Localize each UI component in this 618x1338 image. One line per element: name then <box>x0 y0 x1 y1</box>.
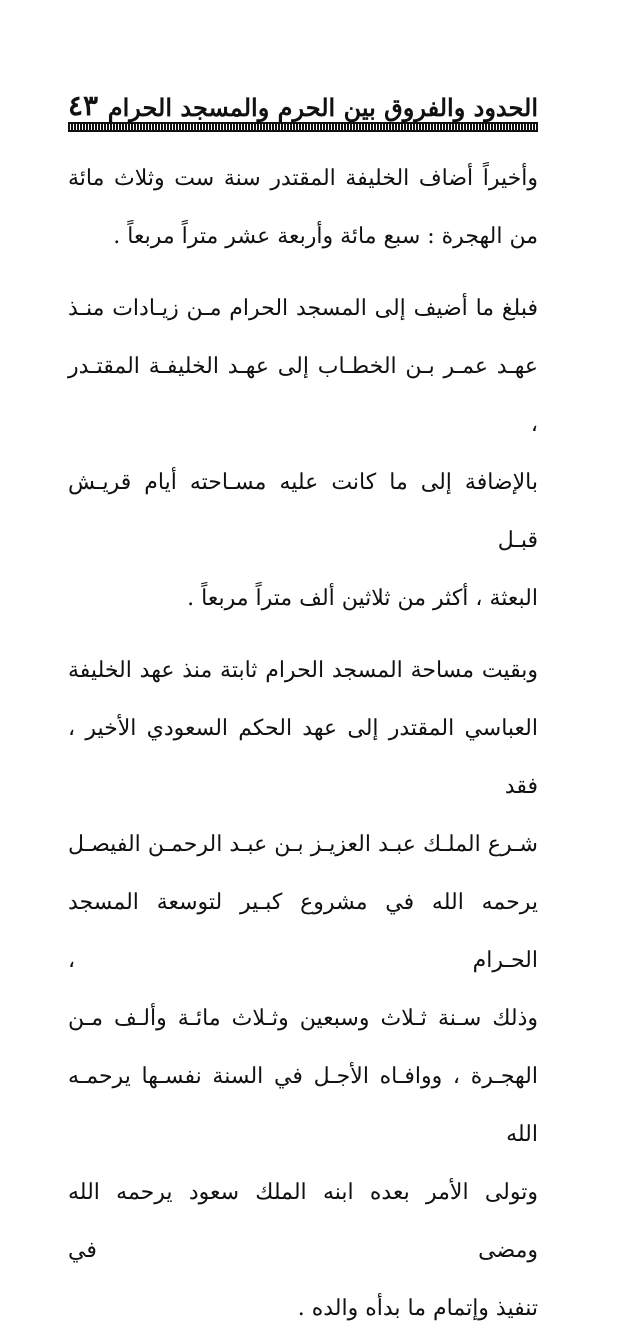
text-line: عهـد عمـر بـن الخطـاب إلى عهـد الخليفـة المقتـدر ، <box>68 354 538 437</box>
text-line: الهجـرة ، ووافـاه الأجـل في السنة نفسـها يرحمـه الله <box>68 1064 538 1147</box>
text-line: بالإضافة إلى ما كانت عليه مسـاحته أيام قريـش قبـل <box>68 470 538 553</box>
text-line: من الهجرة : سبع مائة وأربعة عشر متراً مربعاً . <box>113 224 538 249</box>
running-title: الحدود والفروق بين الحرم والمسجد الحرام <box>107 93 538 122</box>
text-line: يرحمه الله في مشروع كبـير لتوسعة المسجد الحـرام ، <box>68 890 538 973</box>
page-body <box>68 150 538 1338</box>
text-line: وبقيت مساحة المسجد الحرام ثابتة منذ عهد الخليفة <box>68 658 538 683</box>
text-line: وأخيراً أضاف الخليفة المقتدر سنة ست وثلاث مائة <box>68 166 538 191</box>
paragraph <box>68 642 538 1338</box>
page-header <box>68 80 538 120</box>
text-line: وتولى الأمر بعده ابنه الملك سعود يرحمه الله ومضى في <box>68 1180 538 1263</box>
header-rule <box>68 122 538 132</box>
page-number: ٤٣ <box>68 89 99 122</box>
paragraph <box>68 150 538 266</box>
text-line: فبلغ ما أضيف إلى المسجد الحرام مـن زيـادات منـذ <box>68 296 538 321</box>
text-line: تنفيذ وإتمام ما بدأه والده . <box>297 1296 538 1321</box>
text-line: العباسي المقتدر إلى عهد الحكم السعودي الأخير ، فقد <box>68 716 538 799</box>
text-line: البعثة ، أكثر من ثلاثين ألف متراً مربعاً . <box>187 586 538 611</box>
text-line: شـرع الملـك عبـد العزيـز بـن عبـد الرحمـن الفيصـل <box>68 832 538 857</box>
paragraph <box>68 280 538 628</box>
text-line: وذلك سـنة ثـلاث وسبعين وثـلاث مائـة وألـف مـن <box>68 1006 538 1031</box>
